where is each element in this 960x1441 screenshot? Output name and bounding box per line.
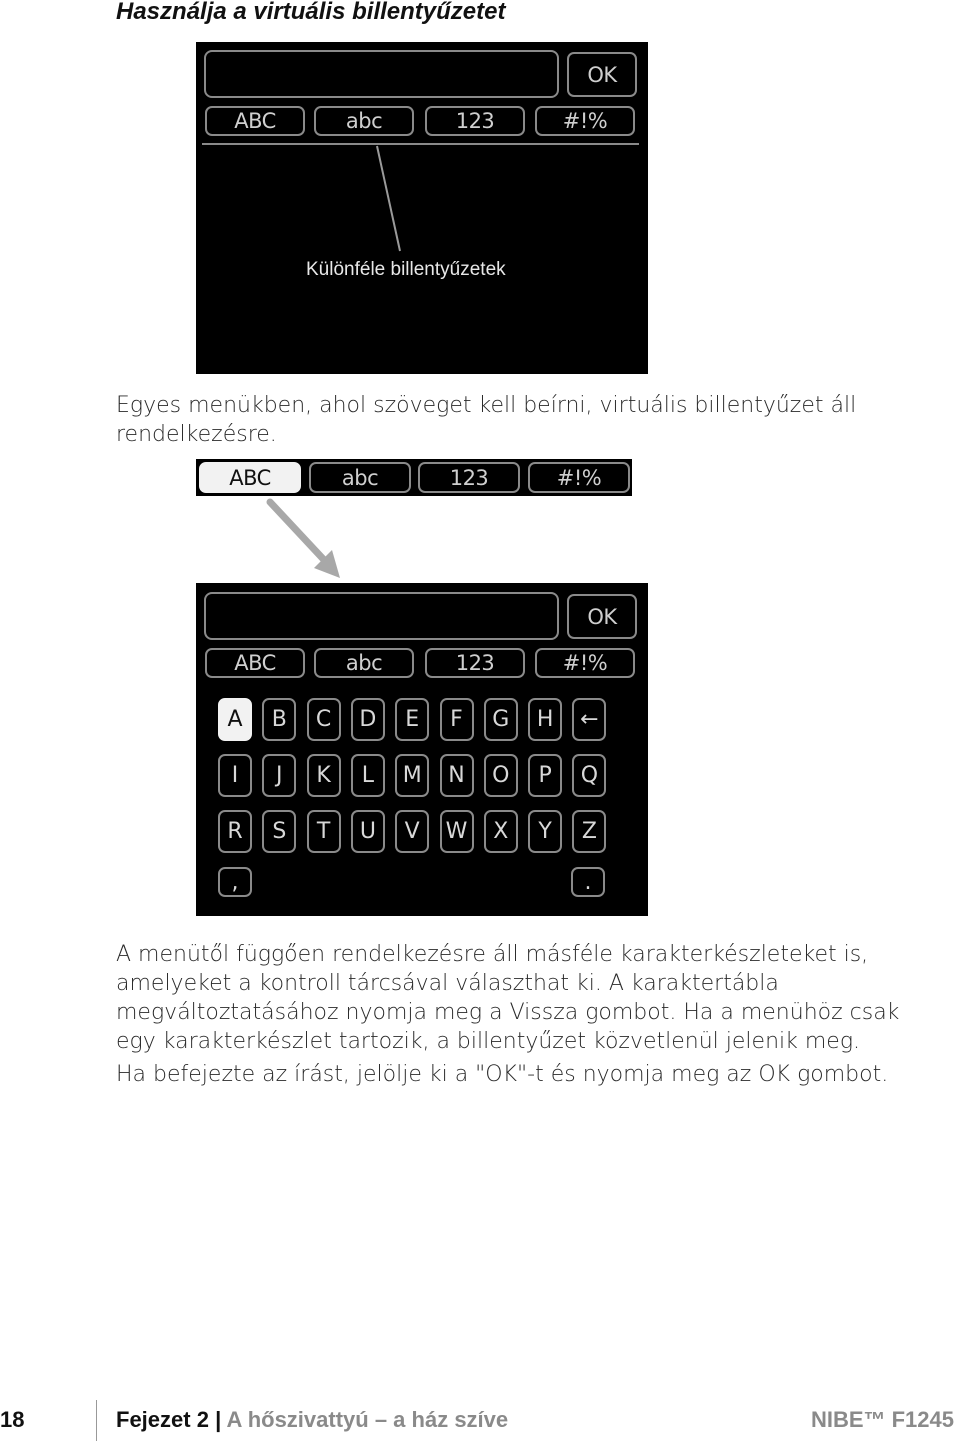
footer-divider <box>96 1400 97 1441</box>
ok-button-2[interactable]: OK <box>567 594 637 639</box>
key-w[interactable]: W <box>440 810 474 853</box>
tab-uppercase-2[interactable]: ABC <box>205 648 305 678</box>
key-b[interactable]: B <box>262 698 296 741</box>
strip-tab-uppercase[interactable]: ABC <box>199 462 301 493</box>
instruction-paragraph: Ha befejezte az írást, jelölje ki a "OK"-t és nyomja meg az OK gombot. <box>116 1062 889 1087</box>
key-z[interactable]: Z <box>572 810 606 853</box>
strip-tab-symbols[interactable]: #!% <box>528 462 630 493</box>
page-number: 18 <box>0 1407 25 1432</box>
chapter-title: A hőszivattyú – a ház szíve <box>226 1407 509 1432</box>
callout-label: Különféle billentyűzetek <box>306 259 506 280</box>
keyboard-tab-strip <box>196 459 632 496</box>
strip-tab-numbers[interactable]: 123 <box>418 462 520 493</box>
tab-uppercase[interactable]: ABC <box>205 106 305 136</box>
keyboard-screen-full <box>196 583 648 916</box>
key-r[interactable]: R <box>218 810 252 853</box>
chapter-separator: | <box>215 1407 222 1432</box>
key-c[interactable]: C <box>307 698 341 741</box>
key-q[interactable]: Q <box>572 754 606 797</box>
ok-button[interactable]: OK <box>567 52 637 97</box>
key-i[interactable]: I <box>218 754 252 797</box>
tab-numbers-2[interactable]: 123 <box>425 648 525 678</box>
tab-symbols-2[interactable]: #!% <box>535 648 635 678</box>
key-e[interactable]: E <box>395 698 429 741</box>
key-t[interactable]: T <box>307 810 341 853</box>
key-l[interactable]: L <box>351 754 385 797</box>
intro-paragraph: Egyes menükben, ahol szöveget kell beírni, virtuális billentyűzet áll rendelkezésre. <box>116 393 857 447</box>
tab-numbers[interactable]: 123 <box>425 106 525 136</box>
chapter-label <box>116 1407 508 1433</box>
key-g[interactable]: G <box>484 698 518 741</box>
text-input-field-2[interactable] <box>204 592 559 640</box>
backspace-key[interactable]: ← <box>572 698 606 741</box>
key-h[interactable]: H <box>528 698 562 741</box>
key-k[interactable]: K <box>307 754 341 797</box>
tab-symbols[interactable]: #!% <box>535 106 635 136</box>
key-o[interactable]: O <box>484 754 518 797</box>
key-x[interactable]: X <box>484 810 518 853</box>
strip-tab-lowercase[interactable]: abc <box>309 462 411 493</box>
product-brand: NIBE™ F1245 <box>810 1407 954 1432</box>
text-input-field[interactable] <box>204 50 559 98</box>
key-s[interactable]: S <box>262 810 296 853</box>
key-u[interactable]: U <box>351 810 385 853</box>
key-y[interactable]: Y <box>528 810 562 853</box>
keyboard-screen-overview <box>196 42 648 374</box>
chapter-number: Fejezet 2 <box>116 1407 209 1432</box>
body-paragraph: A menütől függően rendelkezésre áll másféle karakterkészleteket is, amelyeket a kontroll tárcsával választhat ki. A karaktertábla megváltoztatásához nyomja meg a Vissza gombot. Ha a menühöz csak egy karakterkészlet tartozik, a billentyűzet közvetlenül jelenik meg. <box>116 942 900 1054</box>
page-heading: Használja a virtuális billentyűzetet <box>116 0 506 25</box>
period-key[interactable]: . <box>571 867 605 897</box>
key-n[interactable]: N <box>440 754 474 797</box>
key-a[interactable]: A <box>218 698 252 741</box>
tab-lowercase-2[interactable]: abc <box>314 648 414 678</box>
key-d[interactable]: D <box>351 698 385 741</box>
tab-separator-line <box>202 143 639 145</box>
key-m[interactable]: M <box>395 754 429 797</box>
tab-lowercase[interactable]: abc <box>314 106 414 136</box>
key-p[interactable]: P <box>528 754 562 797</box>
comma-key[interactable]: , <box>218 867 252 897</box>
key-j[interactable]: J <box>262 754 296 797</box>
key-v[interactable]: V <box>395 810 429 853</box>
key-f[interactable]: F <box>440 698 474 741</box>
